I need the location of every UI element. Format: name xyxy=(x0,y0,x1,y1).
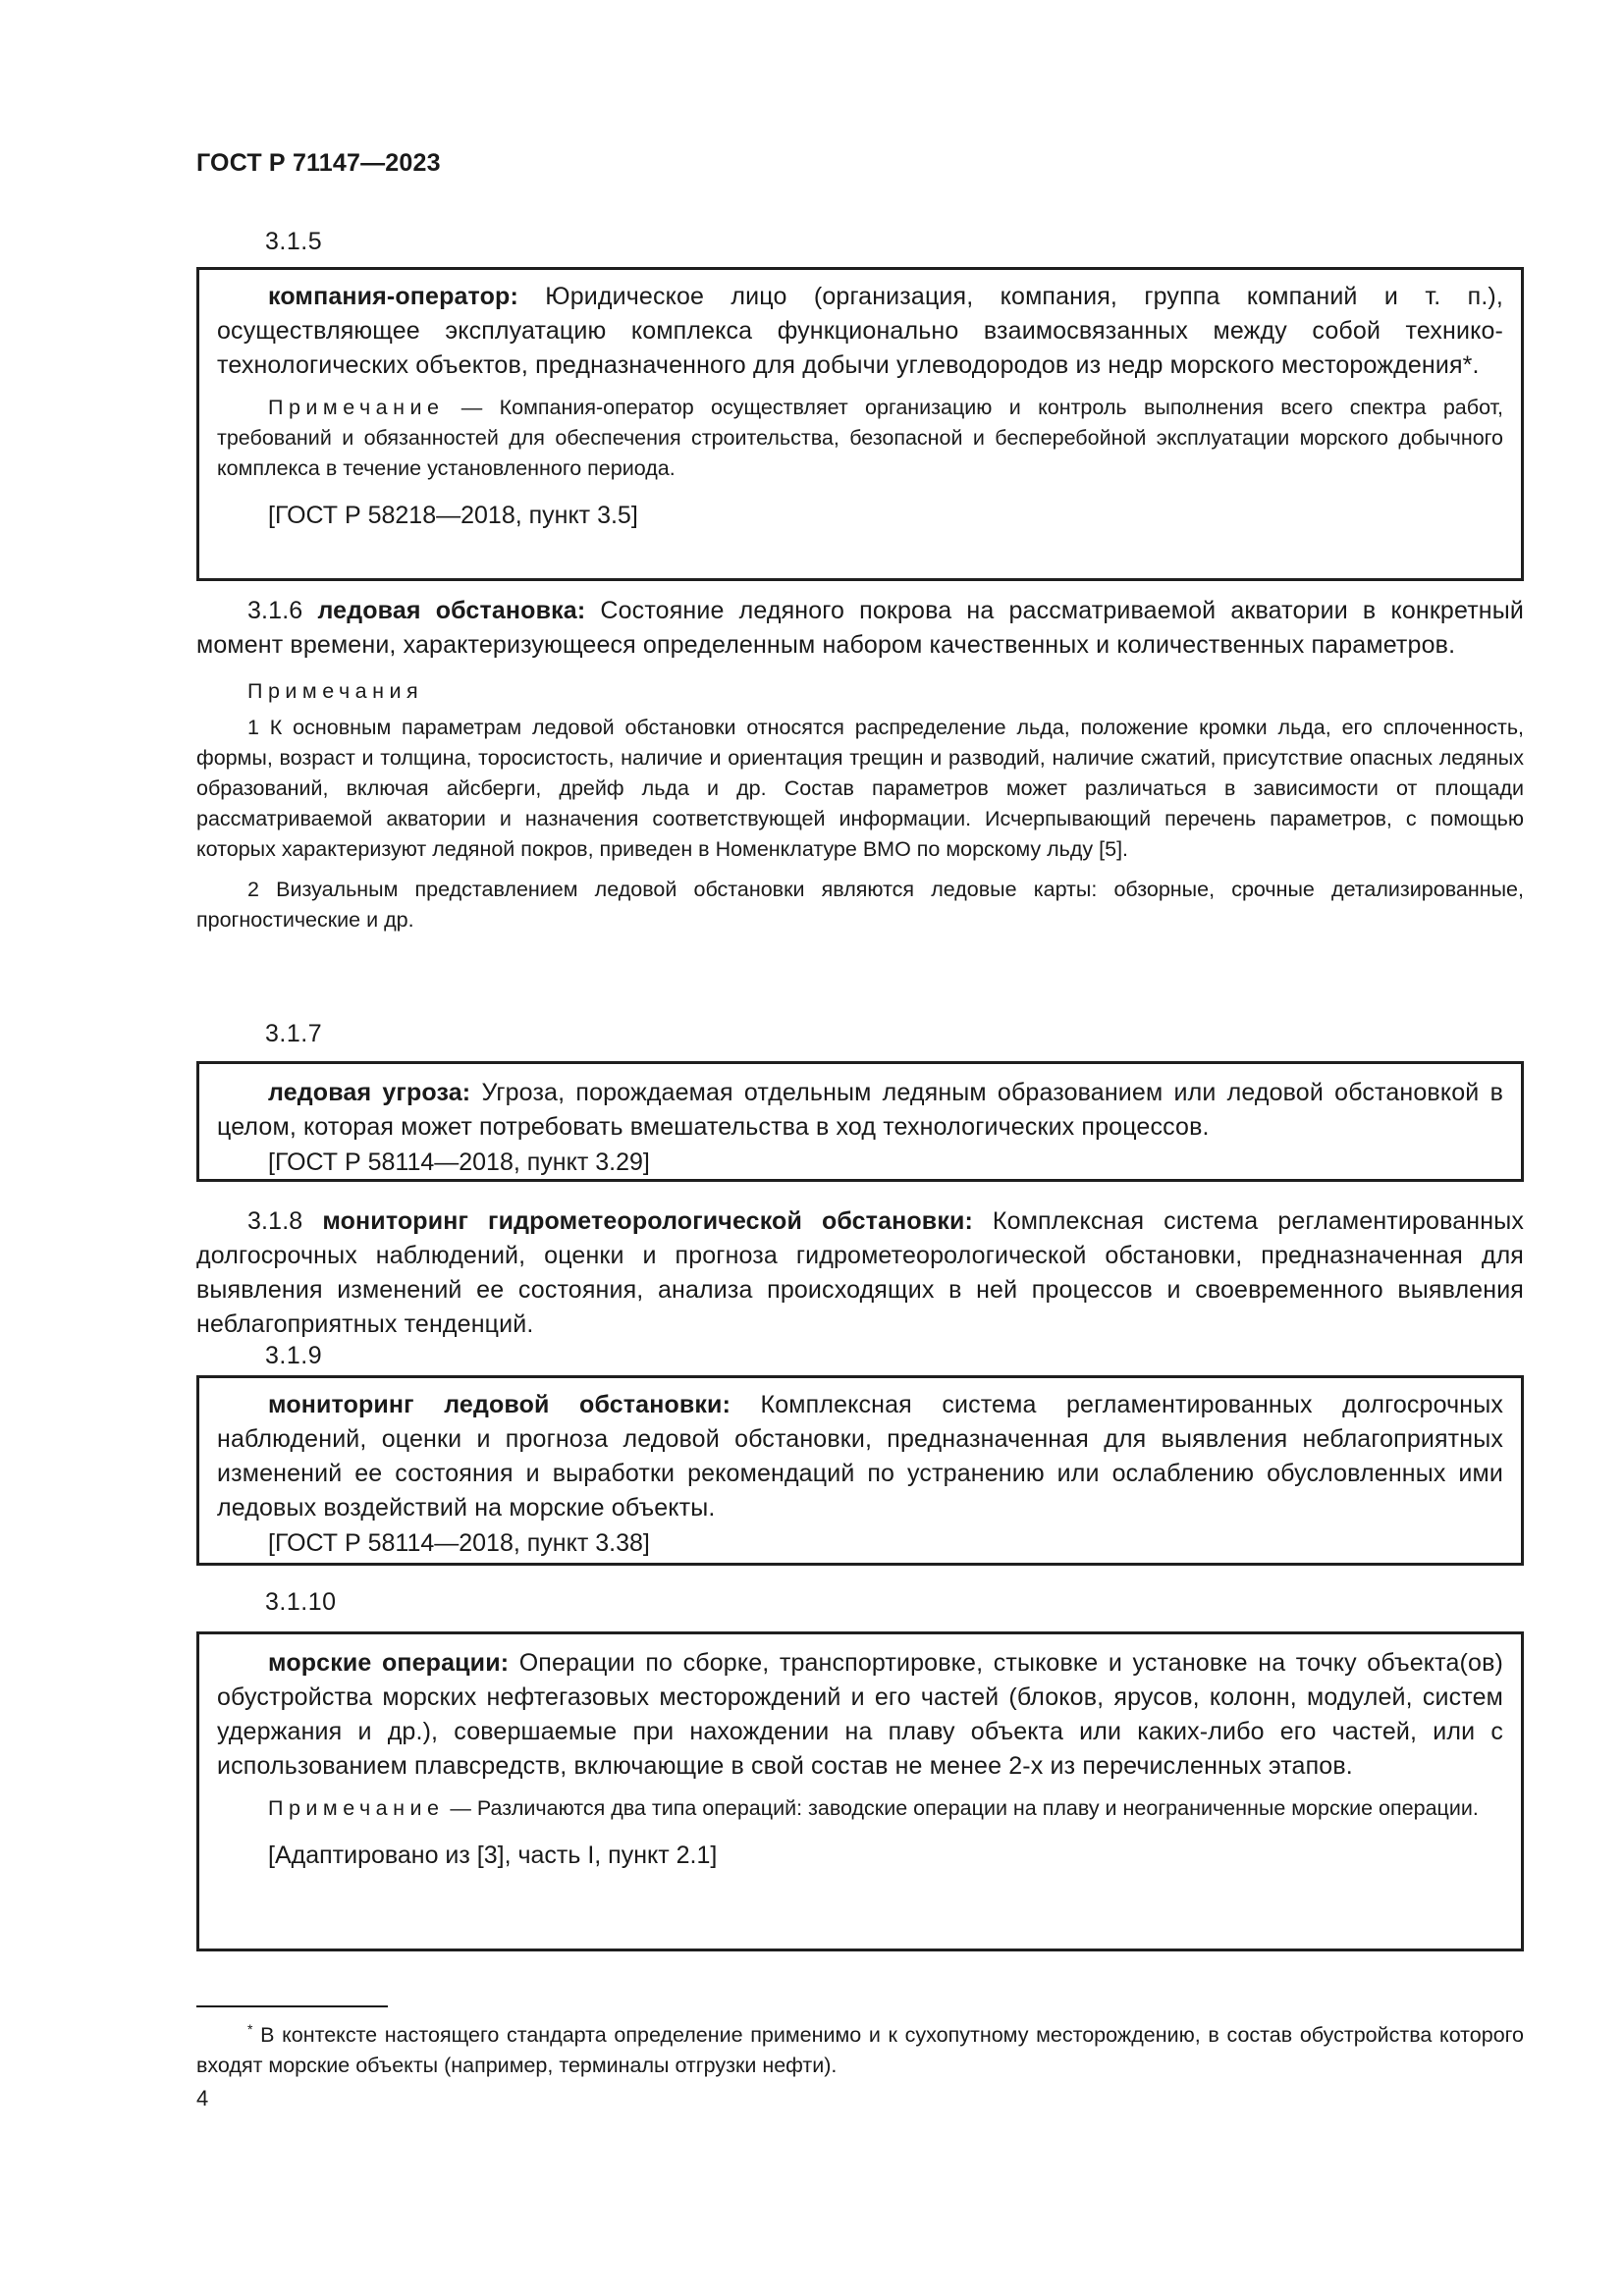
note-text: — Компания-оператор осуществляет организацию и контроль выполнения всего спектра работ, требований и обязанностей для обеспечения строительства, безопасной и бесперебойной эксплуатации морского добычного комплекса в течение установленного периода. xyxy=(217,396,1503,480)
note-1: 1 К основным параметрам ледовой обстановки относятся распределение льда, положение кромки льда, его сплоченность, формы, возраст и толщина, торосистость, наличие и ориентация трещин и разводий, наличие сжатий, присутствие опасных ледяных образований, включая айсберги, дрейф льда и др. Состав параметров может различаться в зависимости от площади рассматриваемой акватории и назначения соответствующей информации. Исчерпывающий перечень параметров, с помощью которых характеризуют ледяной покров, приведен в Номенклатуре ВМО по морскому льду [5]. xyxy=(196,716,1524,861)
footnote-separator xyxy=(196,2005,388,2007)
definition-text: Комплексная система регламентированных долгосрочных наблюдений, оценки и прогноза ледовой обстановки, предназначенная для выявления неблагоприятных изменений ее состояния и выработки рекомендаций по устранению или ослаблению обусловленных ими ледовых воздействий на морские объекты. xyxy=(217,1391,1503,1522)
clause-number: 3.1.9 xyxy=(265,1342,323,1369)
term-source: [ГОСТ Р 58114—2018, пункт 3.29] xyxy=(268,1148,650,1176)
term-source: [Адаптировано из [3], часть I, пункт 2.1] xyxy=(268,1842,718,1869)
notes-heading xyxy=(196,676,1524,707)
term-entry-3-1-6 xyxy=(196,594,1524,935)
footnote-marker: * xyxy=(247,2021,253,2037)
term-name: мониторинг ледовой обстановки: xyxy=(268,1391,731,1418)
definition-text: Угроза, порождаемая отдельным ледяным образованием или ледовой обстановкой в целом, которая может потребовать вмешательства в ход технологических процессов. xyxy=(217,1079,1503,1141)
document-header: ГОСТ Р 71147—2023 xyxy=(196,149,441,177)
footnote xyxy=(196,2020,1524,2081)
term-definition xyxy=(196,1204,1524,1342)
definition-text: Комплексная система регламентированных долгосрочных наблюдений, оценки и прогноза гидрометеорологической обстановки, предназначенная для выявления изменений ее состояния, анализа происходящих в ней процессов и своевременного выявления неблагоприятных тенденций. xyxy=(196,1207,1524,1338)
notes-label: Примечания xyxy=(247,679,424,703)
term-box xyxy=(196,1631,1524,1951)
term-definition xyxy=(217,280,1503,383)
clause-number: 3.1.7 xyxy=(265,1020,323,1047)
term-entry-3-1-10 xyxy=(196,1584,1524,1951)
term-entry-3-1-5 xyxy=(196,224,1524,581)
term-note xyxy=(217,393,1503,484)
definition-text: Состояние ледяного покрова на рассматриваемой акватории в конкретный момент времени, характеризующееся определенным набором качественных и количественных параметров. xyxy=(196,597,1524,659)
term-name: компания-оператор: xyxy=(268,283,518,310)
term-name: морские операции: xyxy=(268,1649,510,1677)
term-entry-3-1-8 xyxy=(196,1204,1524,1342)
term-box xyxy=(196,267,1524,581)
clause-number: 3.1.10 xyxy=(265,1588,337,1616)
term-name: ледовая обстановка: xyxy=(317,597,586,624)
term-definition xyxy=(217,1076,1503,1145)
term-source: [ГОСТ Р 58114—2018, пункт 3.38] xyxy=(268,1529,650,1557)
term-entry-3-1-9 xyxy=(196,1338,1524,1566)
term-source: [ГОСТ Р 58218—2018, пункт 3.5] xyxy=(268,502,638,529)
term-box xyxy=(196,1061,1524,1182)
term-box xyxy=(196,1375,1524,1566)
clause-number: 3.1.8 xyxy=(247,1207,303,1235)
term-definition xyxy=(217,1388,1503,1525)
term-definition xyxy=(217,1646,1503,1784)
footnote-text: В контексте настоящего стандарта определение применимо и к сухопутному месторождению, в состав обустройства которого входят морские объекты (например, терминалы отгрузки нефти). xyxy=(196,2023,1524,2077)
clause-number: 3.1.6 xyxy=(247,597,303,624)
note-label: Примечание xyxy=(268,396,445,419)
page-number: 4 xyxy=(196,2086,209,2110)
clause-number: 3.1.5 xyxy=(265,228,323,255)
term-note xyxy=(217,1793,1503,1824)
term-definition xyxy=(196,594,1524,663)
note-text: — Различаются два типа операций: заводские операции на плаву и неограниченные морские операции. xyxy=(444,1796,1479,1820)
term-name: мониторинг гидрометеорологической обстановки: xyxy=(322,1207,973,1235)
definition-text: Юридическое лицо (организация, компания, группа компаний и т. п.), осуществляющее эксплуатацию комплекса функционально взаимосвязанных между собой технико-технологических объектов, предназначенного для добычи углеводородов из недр морского месторождения*. xyxy=(217,283,1503,379)
note-2: 2 Визуальным представлением ледовой обстановки являются ледовые карты: обзорные, срочные детализированные, прогностические и др. xyxy=(196,878,1524,932)
definition-text: Операции по сборке, транспортировке, стыковке и установке на точку объекта(ов) обустройства морских нефтегазовых месторождений и его частей (блоков, ярусов, колонн, модулей, систем удержания и др.), совершаемые при нахождении на плаву объекта или каких-либо его частей, или с использованием плавсредств, включающие в свой состав не менее 2-х из перечисленных этапов. xyxy=(217,1649,1503,1780)
note-label: Примечание xyxy=(268,1796,445,1820)
term-entry-3-1-7 xyxy=(196,1016,1524,1182)
term-name: ледовая угроза: xyxy=(268,1079,471,1106)
